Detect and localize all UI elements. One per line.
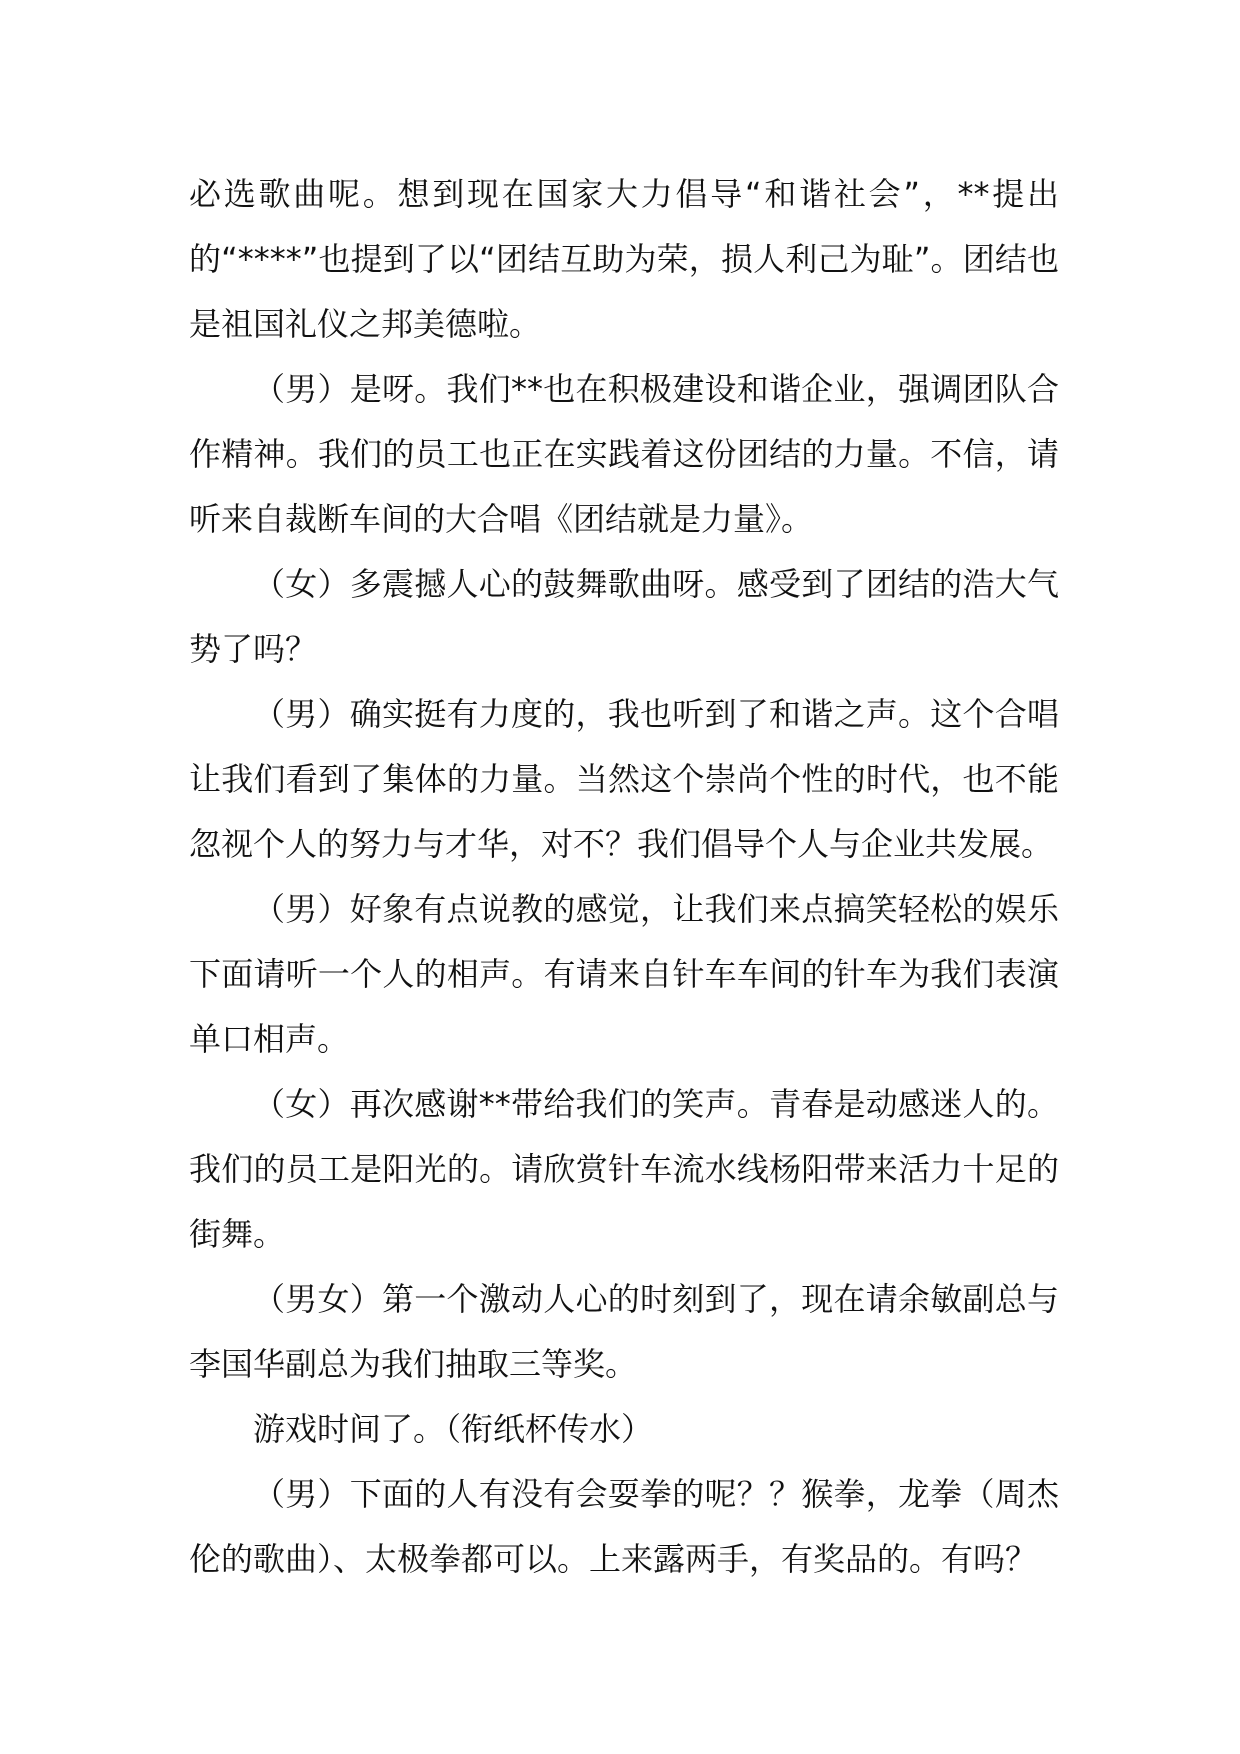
paragraph-6: （女）再次感谢**带给我们的笑声。青春是动感迷人的。我们的员工是阳光的。请欣赏针车流水线杨阳带来活力十足的街舞。 — [189, 1085, 1059, 1253]
paragraph-2: （男）是呀。我们**也在积极建设和谐企业，强调团队合作精神。我们的员工也正在实践着这份团结的力量。不信，请听来自裁断车间的大合唱《团结就是力量》。 — [189, 370, 1059, 538]
paragraph-3: （女）多震撼人心的鼓舞歌曲呀。感受到了团结的浩大气势了吗？ — [189, 565, 1059, 668]
document-page — [189, 162, 1059, 1592]
paragraph-8: 游戏时间了。（衔纸杯传水） — [253, 1410, 654, 1448]
paragraph-5: （男）好象有点说教的感觉，让我们来点搞笑轻松的娱乐下面请听一个人的相声。有请来自针车车间的针车为我们表演单口相声。 — [189, 890, 1059, 1058]
paragraph-4: （男）确实挺有力度的，我也听到了和谐之声。这个合唱让我们看到了集体的力量。当然这个崇尚个性的时代，也不能忽视个人的努力与才华，对不？我们倡导个人与企业共发展。 — [189, 695, 1059, 863]
paragraph-1: 必选歌曲呢。想到现在国家大力倡导“和谐社会”，**提出的“****”也提到了以“团结互助为荣，损人利己为耻”。团结也是祖国礼仪之邦美德啦。 — [189, 175, 1059, 343]
paragraph-9: （男）下面的人有没有会耍拳的呢？？猴拳，龙拳（周杰伦的歌曲）、太极拳都可以。上来露两手，有奖品的。有吗？ — [189, 1475, 1059, 1578]
paragraph-7: （男女）第一个激动人心的时刻到了，现在请余敏副总与李国华副总为我们抽取三等奖。 — [189, 1280, 1059, 1383]
